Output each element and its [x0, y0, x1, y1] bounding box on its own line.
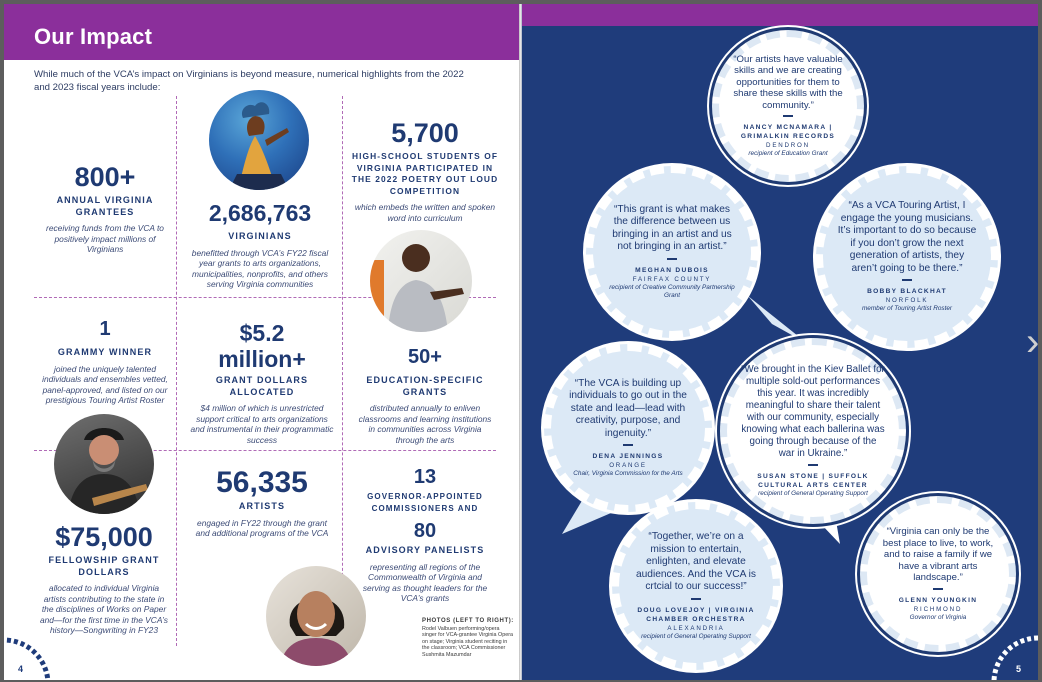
- stat-description: $4 million of which is unrestricted support critical to arts organizations and instrumental in their programmatic success: [190, 403, 334, 445]
- quote-role: Governor of Virginia: [909, 613, 967, 621]
- quote-text: “As a VCA Touring Artist, I engage the young musicians. It’s important to do so because if you don’t grow the next generation of artists, they aren’t going to be there.”: [837, 200, 977, 274]
- page-number: 5: [1016, 664, 1022, 674]
- stat-caption: ANNUAL VIRGINIA GRANTEES: [56, 195, 154, 217]
- stat-value: 56,335: [216, 466, 308, 499]
- quote-location: DENDRON: [766, 142, 810, 149]
- stat-artists: [190, 468, 334, 539]
- photo-grammy-winner: [54, 414, 154, 514]
- quote-divider: [623, 444, 633, 446]
- quote-bubble-3: [816, 166, 998, 348]
- quote-location: FAIRFAX COUNTY: [632, 275, 712, 283]
- stat-value: 13: [413, 466, 437, 488]
- stat-caption: HIGH-SCHOOL STUDENTS OF VIRGINIA PARTICIPATED IN THE 2022 POETRY OUT LOUD COMPETITION: [351, 151, 499, 196]
- stat-commissioners: [356, 466, 494, 604]
- quote-location: NORFOLK: [885, 297, 929, 305]
- stat-grantees: [42, 162, 168, 255]
- quote-bubble-4: [544, 344, 712, 512]
- divider-vertical-2: [342, 96, 343, 616]
- quote-divider: [691, 598, 701, 600]
- quote-text: “Together, we’re on a mission to entertain, enlighten, and elevate audiences. And the VCA is crtcial to our success!”: [635, 531, 757, 592]
- page-title: Our Impact: [34, 24, 153, 49]
- credits-text: Rodel Valbuen performing/opera singer for VCA-grantee Virginia Opera on stage; Virginia student reciting in the classroom; VCA Commissioner Sushmita Mazumdar: [422, 625, 513, 658]
- right-page: [522, 4, 1038, 680]
- stat-value-2: 80: [413, 520, 437, 542]
- stat-caption-2: ADVISORY PANELISTS: [365, 545, 485, 555]
- stat-value: 50+: [408, 346, 442, 368]
- quote-name: SUSAN STONE | SUFFOLK CULTURAL ARTS CENTER: [757, 472, 869, 489]
- stat-description: joined the uniquely talented individuals and ensembles vetted, panel-approved, and listed on our prestigious Touring Artist Roster: [42, 363, 168, 406]
- quote-divider: [808, 464, 818, 466]
- stat-caption: GOVERNOR-APPOINTED COMMISSIONERS AND: [367, 492, 483, 513]
- quote-text: “We brought in the Kiev Ballet for multiple sold-out performances this year. It was incredibly meaningful to share their talent with our community, especially knowing what each ballerina was going through because of the war in Ukraine.”: [741, 363, 885, 459]
- quote-divider: [902, 279, 912, 281]
- quote-text: “This grant is what makes the difference between us bringing in an artist and us not bringing in an artist.”: [612, 203, 732, 252]
- page-number: 4: [18, 664, 24, 674]
- stat-value: $5.2 million+: [218, 320, 306, 372]
- stat-description: benefitted through VCA’s FY22 fiscal year grants to arts organizations, municipalities, nonprofits, and others serving Virginia communities: [191, 247, 329, 290]
- stat-value: $75,000: [55, 522, 153, 552]
- stat-description: engaged in FY22 through the grant and additional programs of the VCA: [195, 517, 329, 539]
- quote-divider: [783, 115, 793, 117]
- quote-role: Chair, Virginia Commission for the Arts: [573, 470, 683, 477]
- next-page-arrow-icon[interactable]: ›: [1026, 320, 1040, 364]
- divider-vertical-1: [176, 96, 177, 646]
- quote-divider: [933, 588, 943, 590]
- stat-value: 1: [99, 318, 111, 340]
- quote-text: “The VCA is building up individuals to go out in the state and lead—lead with creativity, purpose, and ingenuity.”: [569, 377, 687, 439]
- stat-caption: GRANT DOLLARS ALLOCATED: [215, 375, 309, 397]
- stat-grammy: [40, 314, 170, 406]
- quote-bubble-1: [712, 30, 864, 182]
- stat-grant-dollars: [190, 320, 334, 445]
- quote-bubble-2: [586, 166, 758, 338]
- stat-value: 5,700: [391, 118, 459, 148]
- quote-name: DOUG LOVEJOY | VIRGINIA CHAMBER ORCHESTRA: [637, 606, 755, 623]
- quote-role: member of Touring Artist Roster: [861, 305, 953, 313]
- photo-credits: [422, 618, 514, 659]
- quote-text: “Virginia can only be the best place to live, to work, and to raise a family if we have a vibrant arts landscape.”: [882, 526, 994, 583]
- quote-divider: [667, 258, 677, 260]
- quote-text: “Our artists have valuable skills and we are creating opportunities for them to share these skills with the community.”: [733, 53, 843, 111]
- stat-students: [350, 118, 500, 223]
- stat-value: 2,686,763: [208, 200, 312, 226]
- intro-text: While much of the VCA’s impact on Virginians is beyond measure, numerical highlights from the 2022 and 2023 fiscal years include:: [34, 69, 464, 93]
- left-page: [4, 4, 520, 680]
- quote-name: GLENN YOUNGKIN: [898, 596, 978, 604]
- stat-caption: FELLOWSHIP GRANT DOLLARS: [48, 555, 160, 577]
- quote-name: NANCY MCNAMARA | GRIMALKIN RECORDS: [740, 124, 836, 140]
- stat-description: distributed annually to enliven classrooms and learning institutions in communities across Virginia through the arts: [358, 403, 492, 445]
- quote-location: RICHMOND: [913, 605, 963, 613]
- quote-role: recipient of Creative Community Partnership Grant: [609, 283, 735, 299]
- quote-bubble-5: [720, 338, 906, 524]
- quote-name: BOBBY BLACKHAT: [867, 288, 947, 296]
- stat-description: which embeds the written and spoken word into curriculum: [354, 202, 496, 223]
- stat-value: 800+: [74, 162, 136, 192]
- quote-location: ALEXANDRIA: [667, 624, 725, 632]
- stat-education-grants: [358, 342, 492, 445]
- stat-caption: VIRGINIANS: [228, 231, 292, 241]
- stat-fellowship: [38, 522, 170, 636]
- quote-name: MEGHAN DUBOIS: [635, 266, 709, 274]
- stat-caption: EDUCATION-SPECIFIC GRANTS: [366, 375, 484, 397]
- stat-caption: ARTISTS: [238, 501, 286, 511]
- stat-caption: GRAMMY WINNER: [57, 347, 153, 357]
- stat-virginians: [188, 198, 332, 290]
- photo-student: [370, 230, 472, 332]
- decorative-dashed-ring: [978, 620, 1038, 680]
- quote-bubble-6: [612, 502, 780, 670]
- stat-description: receiving funds from the VCA to positively impact millions of Virginians: [46, 223, 164, 255]
- quote-name: DENA JENNINGS: [592, 453, 664, 460]
- credits-heading: PHOTOS (LEFT TO RIGHT):: [422, 618, 514, 624]
- stat-description: allocated to individual Virginia artists contributing to the state in the disciplines of Works on Paper and—for the first time in the VCA’s history—Songwriting in FY23: [39, 583, 168, 636]
- stat-description: representing all regions of the Commonwealth of Virginia and serving as thought leaders for the VCA’s grants: [362, 561, 488, 604]
- quote-location: ORANGE: [609, 462, 647, 469]
- photo-opera-singer: [209, 90, 309, 190]
- photo-commissioner: [266, 566, 366, 666]
- quote-role: recipient of General Operating Support: [758, 489, 868, 497]
- decorative-dashed-ring: [4, 622, 64, 680]
- quote-role: recipient of Education Grant: [748, 150, 828, 157]
- quote-role: recipient of General Operating Support: [641, 632, 751, 640]
